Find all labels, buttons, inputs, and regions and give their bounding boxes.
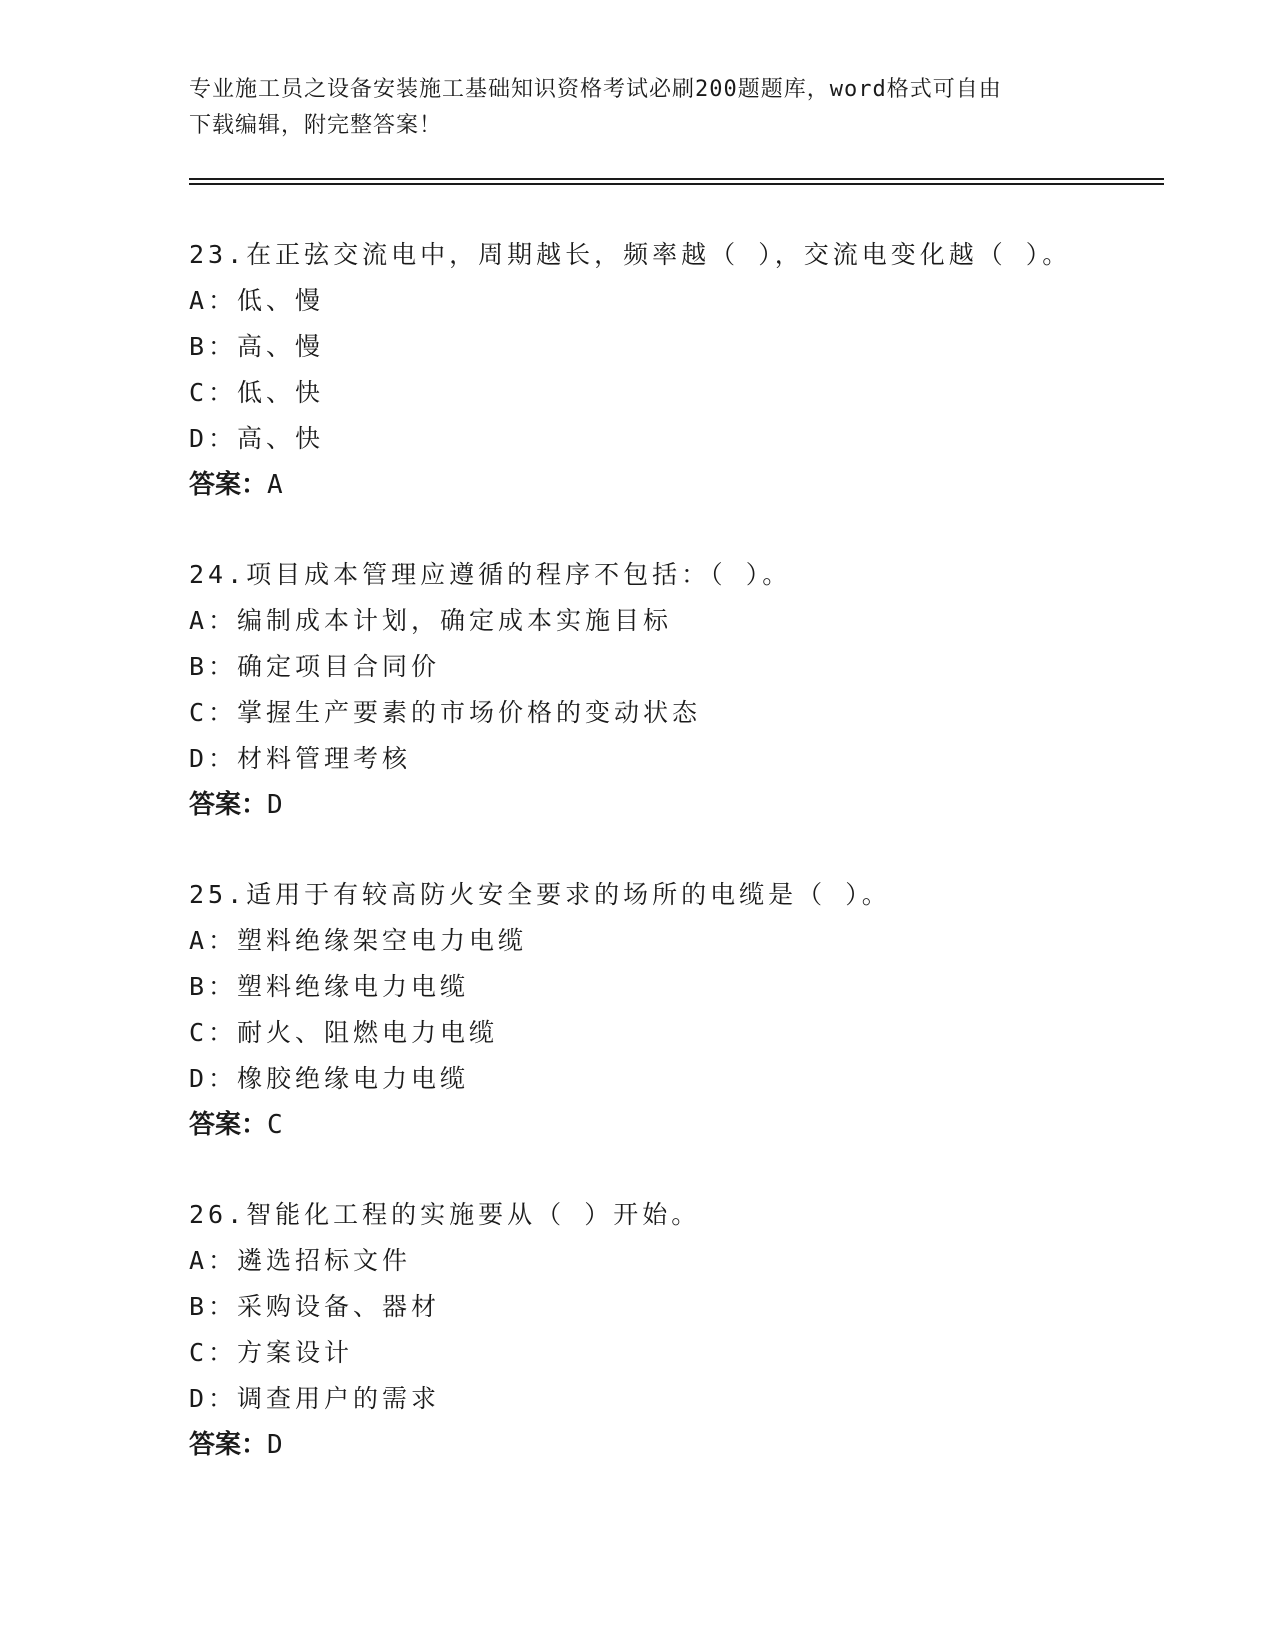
question-stem: 24.项目成本管理应遵循的程序不包括：（ ）。 <box>189 560 792 589</box>
option-c: C：掌握生产要素的市场价格的变动状态 <box>189 698 702 727</box>
answer-line <box>189 1102 1149 1148</box>
answer-line <box>189 462 1149 508</box>
answer-label: 答案： <box>189 1110 268 1140</box>
question-stem: 25.适用于有较高防火安全要求的场所的电缆是（ ）。 <box>189 880 891 909</box>
option-d: D：调查用户的需求 <box>189 1384 441 1413</box>
question-stem: 23.在正弦交流电中，周期越长，频率越（ ），交流电变化越（ ）。 <box>189 240 1072 269</box>
option-b: B：采购设备、器材 <box>189 1292 441 1321</box>
option-a: A：塑料绝缘架空电力电缆 <box>189 926 528 955</box>
option-b: B：高、慢 <box>189 332 325 361</box>
option-c: C：耐火、阻燃电力电缆 <box>189 1018 499 1047</box>
answer-value: C <box>267 1110 283 1140</box>
option-d: D：材料管理考核 <box>189 744 412 773</box>
question-block <box>189 1192 1149 1468</box>
option-a: A：低、慢 <box>189 286 325 315</box>
header-line-2: 下载编辑，附完整答案！ <box>189 113 443 138</box>
question-block <box>189 232 1149 508</box>
answer-value: D <box>267 1430 283 1460</box>
answer-line <box>189 1422 1149 1468</box>
answer-label: 答案： <box>189 1430 268 1460</box>
header-divider-bottom <box>189 183 1164 185</box>
question-block <box>189 552 1149 828</box>
answer-value: A <box>267 470 283 500</box>
answer-value: D <box>267 790 283 820</box>
option-b: B：塑料绝缘电力电缆 <box>189 972 470 1001</box>
answer-label: 答案： <box>189 470 268 500</box>
option-a: A：遴选招标文件 <box>189 1246 412 1275</box>
document-header <box>189 72 1069 144</box>
answer-line <box>189 782 1149 828</box>
option-d: D：橡胶绝缘电力电缆 <box>189 1064 470 1093</box>
header-line-1: 专业施工员之设备安装施工基础知识资格考试必刷200题题库，word格式可自由 <box>189 77 1002 102</box>
option-a: A：编制成本计划，确定成本实施目标 <box>189 606 673 635</box>
question-stem: 26.智能化工程的实施要从（ ）开始。 <box>189 1200 701 1229</box>
option-c: C：方案设计 <box>189 1338 354 1367</box>
option-d: D：高、快 <box>189 424 325 453</box>
option-b: B：确定项目合同价 <box>189 652 441 681</box>
question-block <box>189 872 1149 1148</box>
answer-label: 答案： <box>189 790 268 820</box>
option-c: C：低、快 <box>189 378 325 407</box>
header-divider-top <box>189 178 1164 180</box>
